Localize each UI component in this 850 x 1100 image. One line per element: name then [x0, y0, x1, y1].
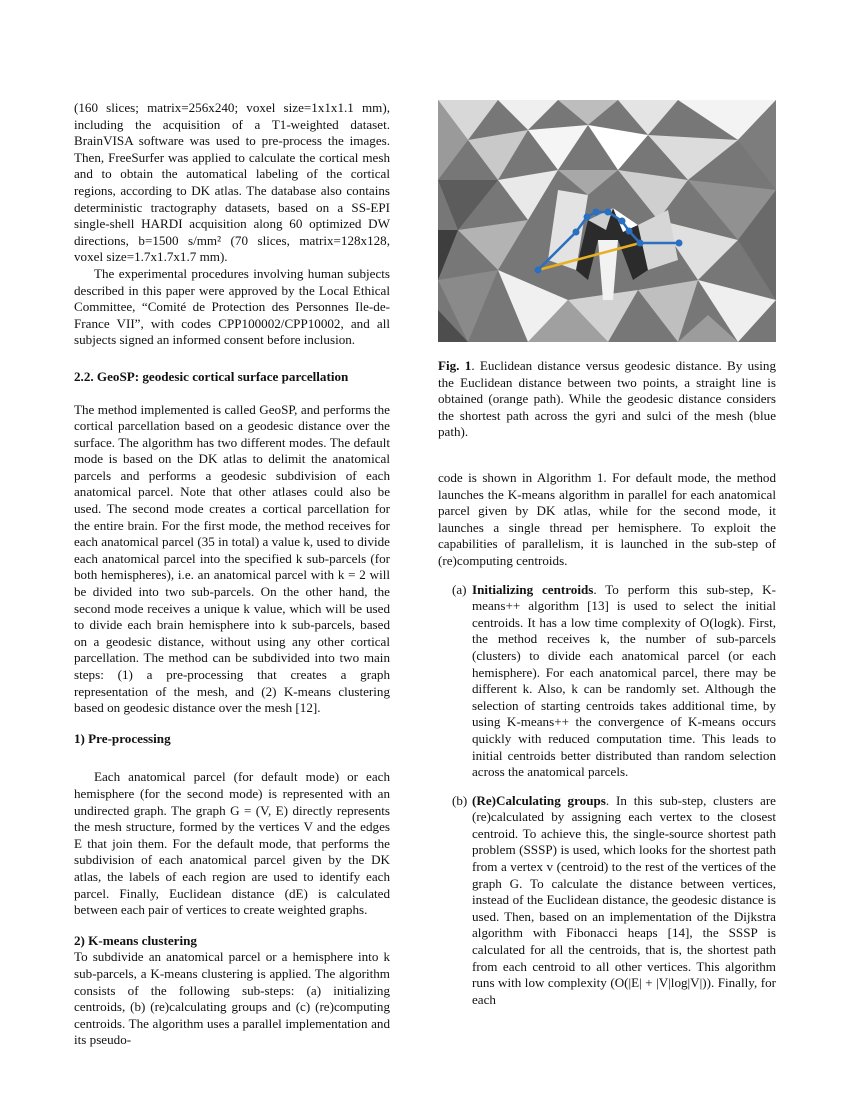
paragraph-pseudocode: code is shown in Algorithm 1. For default mode, the method launches the K-means algorithm in parallel for each anatomical parcel given by DK atlas, while for the second mode, it launches a single thread per hemisphere. To exploit the capabilities of parallelism, it is launched in the sub-step of (re)computing centroids.	[438, 470, 776, 568]
figure-caption	[438, 358, 776, 441]
paragraph-preprocessing: Each anatomical parcel (for default mode) or each hemisphere (for the second mode) is represented with an undirected graph. The graph G = (V, E) directly represents the mesh structure, formed by the vertices V and the edges E that join them. For the default mode, that performs the subdivision of each anatomical parcel given by the DK atlas, the labels of each region are used to identify each parcel. Finally, Euclidean distance (dE) is calculated between each pair of vertices to create weighted graphs.	[74, 769, 390, 918]
mesh-illustration	[438, 100, 776, 342]
path-vertex	[626, 228, 633, 235]
path-vertex	[605, 209, 612, 216]
list-item-title: Initializing centroids	[472, 581, 594, 597]
path-vertex	[676, 240, 683, 247]
figure-mesh-distance	[438, 100, 776, 342]
left-column	[74, 100, 390, 1049]
right-column	[438, 470, 776, 1008]
start-vertex	[535, 267, 542, 274]
list-item-title: (Re)Calculating groups	[472, 792, 606, 808]
figure-caption-label: Fig. 1	[438, 358, 472, 373]
list-item-recalculating-groups	[438, 793, 776, 1009]
paragraph-acquisition: (160 slices; matrix=256x240; voxel size=1x1x1.1 mm), including the acquisition of a T1-weighted dataset. BrainVISA software was used to pre-process the images. Then, FreeSurfer was applied to calculate the cortical mesh and to obtain the automatical labeling of the cortical regions, according to DK atlas. The database also contains deterministic tractography datasets, based on a SS-EPI single-shell HARDI acquisition along 60 optimized DW directions, b=1500 s/mm² (70 slices, matrix=128x128, voxel size=1.7x1.7x1.7 mm).	[74, 100, 390, 265]
paragraph-method: The method implemented is called GeoSP, and performs the cortical parcellation based on a geodesic distance over the surface. The algorithm has two different modes. The default mode is based on the DK atlas to delimit the anatomical parcels and performs a geodesic subdivision of each anatomical parcel. Note that other atlases could also be used. The second mode creates a cortical parcellation for the entire brain. For the first mode, the method receives for each anatomical parcel (35 in total) a value k, used to divide each anatomical parcel into the specified k sub-parcels (for both hemispheres), i.e. an anatomical parcel with k = 2 will be divided into two sub-parcels. On the other hand, the second mode receives a unique k value, which will be used to divide each brain hemisphere into k sub-parcels, based on a geodesic distance, without using any other cortical parcellation. The method can be subdivided into two main steps: (1) a pre-processing that creates a graph representation of the mesh, and (2) K-means clustering based on geodesic distance over the mesh [12].	[74, 401, 390, 716]
paragraph-kmeans: To subdivide an anatomical parcel or a hemisphere into k sub-parcels, a K-means clustering is applied. The algorithm consists of the following sub-steps: (a) initializing centroids, (b) (re)calculating groups and (c) (re)computing centroids. The algorithm uses a parallel implementation and its pseudo-	[74, 949, 390, 1048]
list-item-text: . In this sub-step, clusters are (re)calculated by assigning each vertex to the closest centroid. To achieve this, the single-source shortest path problem (SSSP) is used, which looks for the shortest path from a vertex v (centroid) to the rest of the vertices of the graph G. To calculate the distance between vertices, instead of the Euclidean distance, the geodesic distance is used. Then, based on an implementation of the Dijkstra algorithm with Fibonacci heaps [14], the SSSP is calculated for all the centroids, that is, the shortest path from each centroid to all other vertices. This algorithm runs with low complexity (O(|E| + |V|log|V|)). Finally, for each	[472, 792, 776, 1007]
path-vertex	[573, 229, 580, 236]
subsection-heading-kmeans: 2) K-means clustering	[74, 932, 197, 948]
section-heading-geosp: 2.2. GeoSP: geodesic cortical surface parcellation	[74, 368, 349, 384]
path-vertex	[584, 214, 591, 221]
list-item-initializing-centroids	[438, 582, 776, 781]
path-vertex	[619, 218, 626, 225]
path-vertex	[593, 209, 600, 216]
list-item-label: (b)	[452, 792, 468, 808]
paragraph-ethics: The experimental procedures involving human subjects described in this paper were approved by the Local Ethical Committee, “Comité de Protection des Personnes Ile-de-France VII”, with codes CPP100002/CPP10002, and all subjects signed an informed consent before inclusion.	[74, 265, 390, 348]
end-vertex	[637, 240, 644, 247]
list-item-label: (a)	[452, 581, 467, 597]
list-item-text: . To perform this sub-step, K-means++ algorithm [13] is used to select the initial centroids. It has a low time complexity of O(logk). First, the method receives k, the number of sub-parcels (clusters) to divide each anatomical parcel (or each hemisphere). For each anatomical parcel, there may be different k. Also, k can be randomly set. Although the selection of starting centroids takes additional time, by using K-means++ the convergence of K-means occurs quickly with reduced computation time. This leads to initial centroids better distributed than random selection across the anatomical parcels.	[472, 581, 777, 780]
figure-caption-text: . Euclidean distance versus geodesic distance. By using the Euclidean distance between two points, a straight line is obtained (orange path). While the geodesic distance considers the shortest path across the gyri and sulci of the mesh (blue path).	[438, 358, 777, 440]
subsection-heading-preprocessing: 1) Pre-processing	[74, 730, 171, 746]
